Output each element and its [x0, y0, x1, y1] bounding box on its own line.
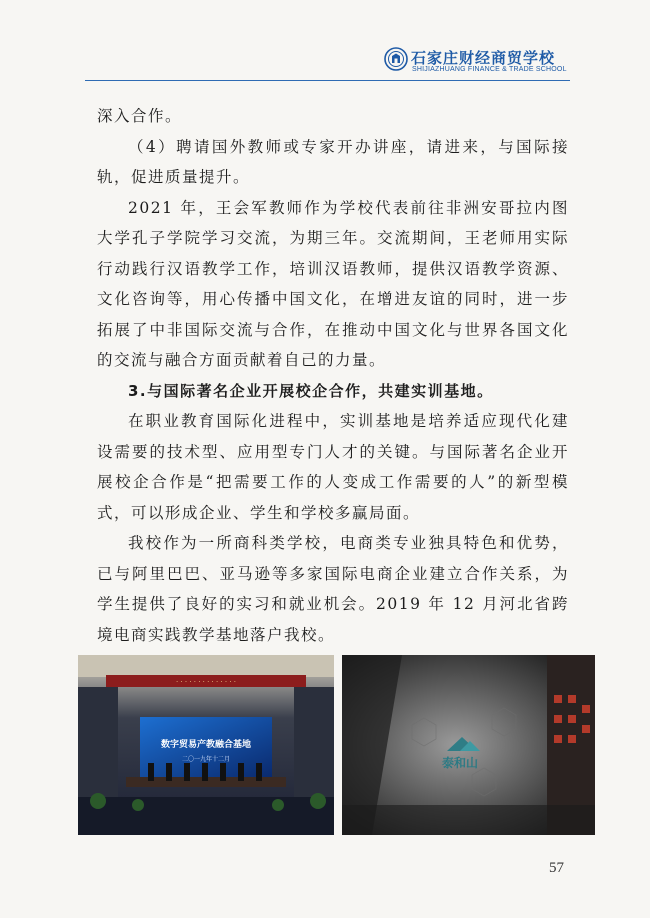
training-base-photo	[342, 655, 595, 835]
wall-logo-text: 泰和山	[442, 756, 479, 770]
paragraph-2: （4）聘请国外教师或专家开办讲座，请进来，与国际接轨，促进质量提升。	[97, 137, 569, 186]
paragraph-4: 在职业教育国际化进程中，实训基地是培养适应现代化建设需要的技术型、应用型专门人才的关键。与国际著名企业开展校企合作是“把需要工作的人变成工作需要的人”的新型模式，可以形成企业、学生和学校多赢局面。	[97, 412, 569, 522]
ceremony-photo-scene	[78, 655, 334, 835]
school-emblem-icon	[384, 47, 408, 71]
header-divider	[85, 80, 570, 81]
paragraph-1: 深入合作。	[97, 107, 183, 125]
screen-date: 二〇一九年十二月	[181, 756, 231, 763]
training-base-scene	[342, 655, 595, 835]
paragraph-5: 我校作为一所商科类学校，电商类专业独具特色和优势，已与阿里巴巴、亚马逊等多家国际电商企业建立合作关系，为学生提供了良好的实习和就业机会。2019 年 12 月河北省跨境电商实践教学基地落户我校。	[97, 534, 569, 644]
page-number: 57	[549, 860, 564, 876]
body-text	[97, 101, 569, 650]
section-heading: 3.与国际著名企业开展校企合作，共建实训基地。	[128, 381, 494, 400]
screen-title: 数字贸易产教融合基地	[160, 740, 252, 750]
svg-text:· · · · · · · · · · · · · ·: · · · · · · · · · · · · · ·	[175, 678, 237, 686]
school-name-cn: 石家庄财经商贸学校	[411, 49, 556, 67]
ceremony-photo	[78, 655, 334, 835]
page-header	[0, 0, 650, 82]
paragraph-3: 2021 年，王会军教师作为学校代表前往非洲安哥拉内图大学孔子学院学习交流，为期三年。交流期间，王老师用实际行动践行汉语教学工作，培训汉语教师，提供汉语教学资源、文化咨询等，用心传播中国文化，在增进友谊的同时，进一步拓展了中非国际交流与合作，在推动中国文化与世界各国文化的交流与融合方面贡献着自己的力量。	[97, 198, 569, 369]
school-name-en: SHIJIAZHUANG FINANCE & TRADE SCHOOL	[412, 66, 567, 73]
